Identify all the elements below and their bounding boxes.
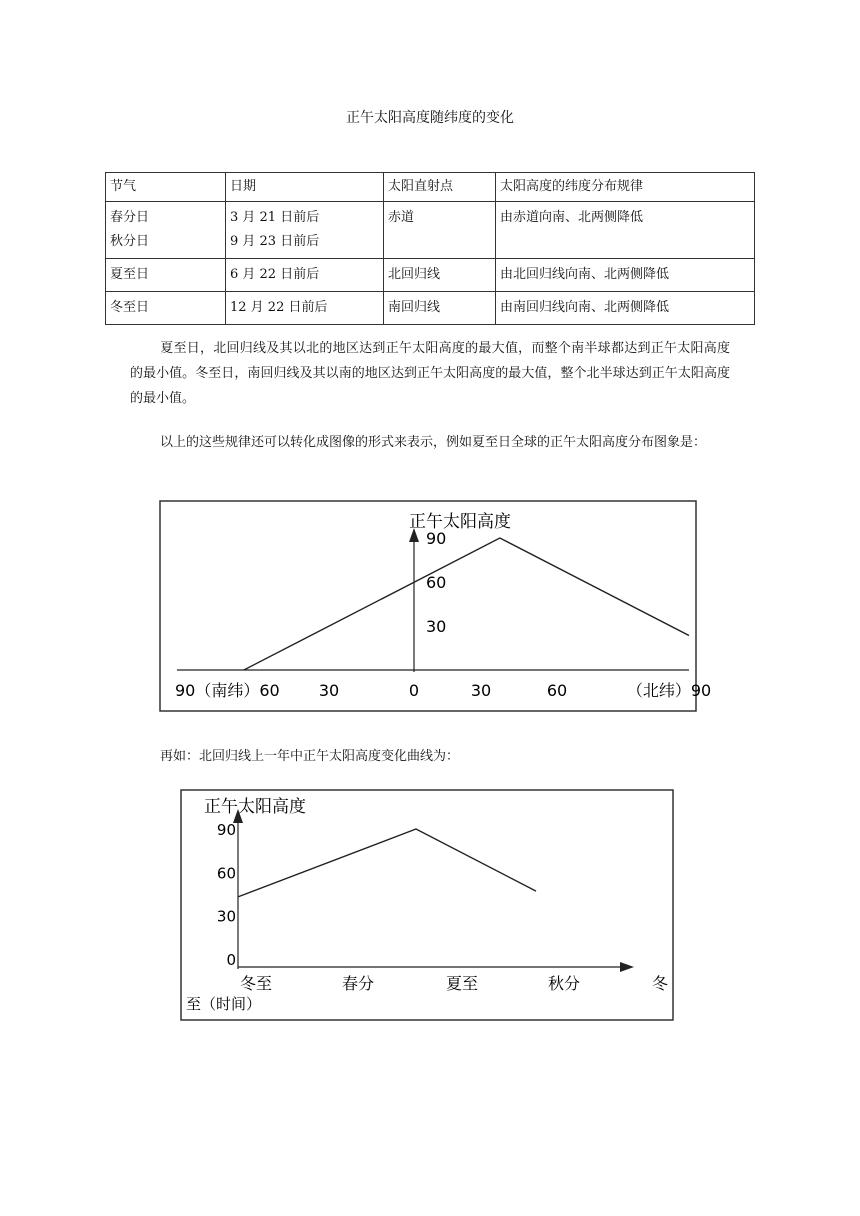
cell-rule: 由赤道向南、北两侧降低 [496,202,755,259]
x-tick-label: 0 [408,681,420,700]
y-tick-label: 0 [226,951,236,969]
header-rule: 太阳高度的纬度分布规律 [496,173,755,202]
summer-solstice-latitude-chart [159,500,712,714]
cell-date [226,202,384,259]
paragraph-intro-chart-text: 以上的这些规律还可以转化成图像的形式来表示，例如夏至日全球的正午太阳高度分布图象是： [160,435,707,450]
x-tick-label: 冬 [651,974,669,993]
y-axis-label: 正午太阳高度 [409,512,511,532]
header-term: 节气 [106,173,226,202]
y-tick-label: 60 [216,864,236,883]
x-axis-time-label: 至（时间） [186,995,262,1013]
table-row [106,292,755,325]
cell-term: 夏至日 [106,259,226,292]
cell-term-line: 秋分日 [110,234,150,249]
tropic-yearly-chart [180,789,676,1023]
x-tick-label: 30 [318,681,340,700]
cell-rule: 由北回归线向南、北两侧降低 [496,259,755,292]
series-line [238,829,536,897]
table-header-row [106,173,755,202]
cell-rule: 由南回归线向南、北两侧降低 [496,292,755,325]
cell-term [106,202,226,259]
y-axis-label: 正午太阳高度 [204,797,306,817]
cell-point: 赤道 [384,202,496,259]
y-tick-label: 60 [426,573,447,592]
paragraph-solstice-text: 夏至日，北回归线及其以北的地区达到正午太阳高度的最大值，而整个南半球都达到正午太阳高度的最小值。冬至日，南回归线及其以南的地区达到正午太阳高度的最大值，整个北半球达到正午太阳高度的最小值。 [130,341,730,406]
paragraph-intro-chart [130,430,730,455]
y-tick-label: 90 [426,529,447,548]
paragraph-solstice [130,336,730,411]
x-tick-label: （北纬）90 [626,681,712,700]
x-tick-label: 冬至 [239,974,273,993]
x-tick-label: 30 [470,681,492,700]
page-title: 正午太阳高度随纬度的变化 [346,110,514,126]
y-tick-label: 30 [426,617,447,636]
cell-date: 12 月 22 日前后 [226,292,384,325]
cell-date-line: 3 月 21 日前后 [230,210,320,225]
x-tick-label: 90（南纬）60 [175,681,280,700]
cell-date: 6 月 22 日前后 [226,259,384,292]
x-tick-label: 60 [546,681,568,700]
table-row [106,202,755,259]
x-axis-arrow [620,962,634,972]
cell-term-line: 春分日 [110,210,150,225]
header-point: 太阳直射点 [384,173,496,202]
y-tick-label: 90 [216,821,236,839]
y-tick-label: 30 [216,907,236,926]
solar-altitude-table [105,172,755,325]
series-line [244,538,689,670]
cell-point: 南回归线 [384,292,496,325]
table-row [106,259,755,292]
x-tick-label: 秋分 [547,974,581,993]
paragraph-tropic-intro: 再如：北回归线上一年中正午太阳高度变化曲线为： [160,749,460,764]
header-date: 日期 [226,173,384,202]
x-tick-label: 夏至 [445,974,479,993]
x-tick-label: 春分 [341,974,375,993]
cell-date-line: 9 月 23 日前后 [230,234,320,249]
cell-point: 北回归线 [384,259,496,292]
cell-term: 冬至日 [106,292,226,325]
